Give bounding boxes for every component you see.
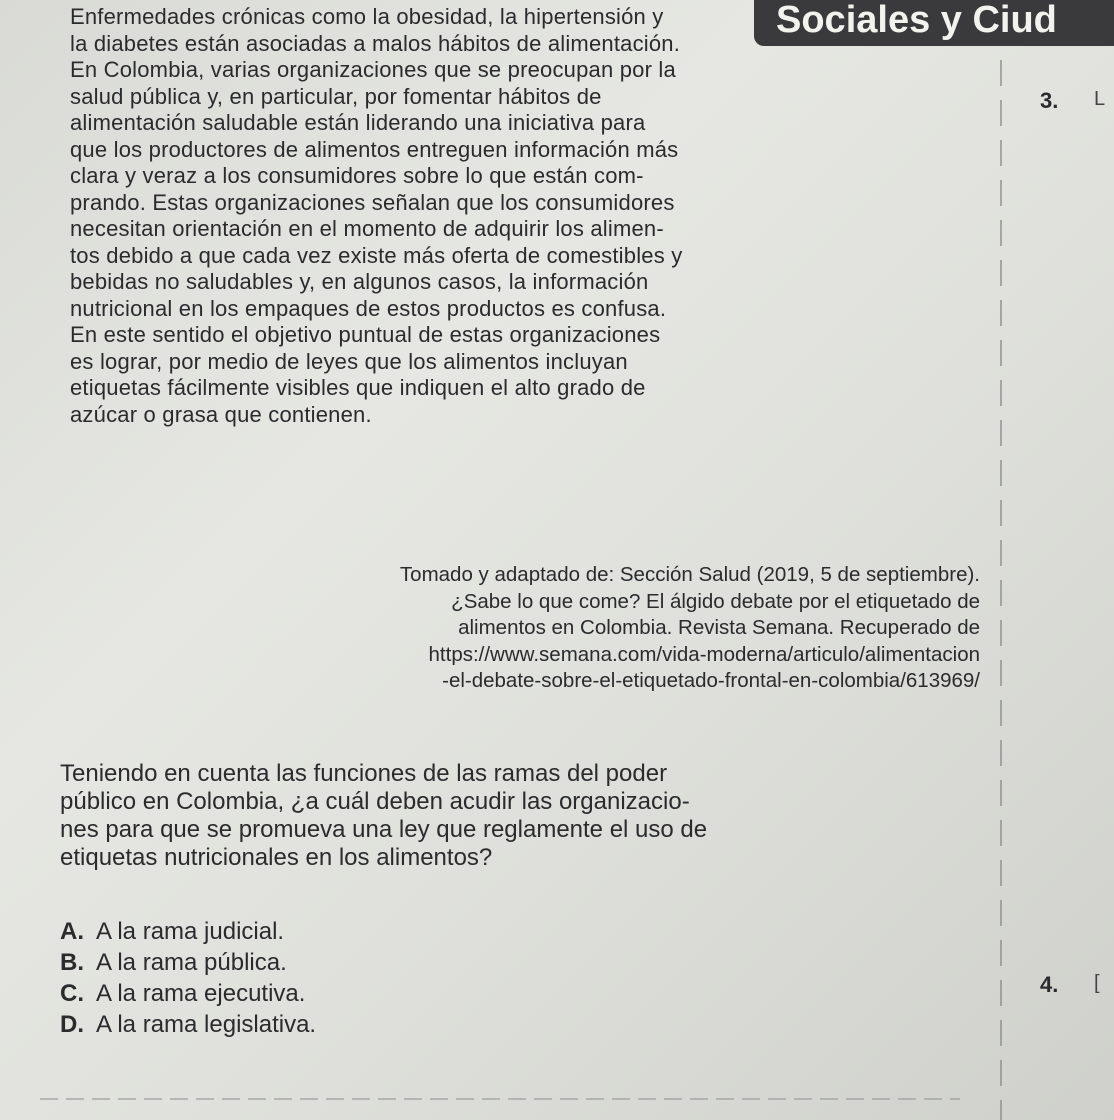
- question-stem: [60, 760, 980, 872]
- passage-line: clara y veraz a los consumidores sobre lo que están com-: [70, 163, 644, 188]
- question-line: Teniendo en cuenta las funciones de las ramas del poder: [60, 760, 668, 787]
- passage-line: que los productores de alimentos entreguen información más: [70, 136, 679, 162]
- option-letter: A.: [60, 918, 84, 945]
- passage-line: Enfermedades crónicas como la obesidad, la hipertensión y: [70, 4, 664, 29]
- citation-line: Tomado y adaptado de: Sección Salud (2019, 5 de septiembre).: [399, 563, 980, 586]
- passage-line: necesitan orientación en el momento de adquirir los alimen-: [70, 216, 664, 241]
- passage-line: es lograr, por medio de leyes que los alimentos incluyan: [70, 348, 628, 374]
- passage-line: En este sentido el objetivo puntual de estas organizaciones: [70, 322, 661, 347]
- passage-line: En Colombia, varias organizaciones que se preocupan por la: [70, 57, 676, 82]
- passage-line: alimentación saludable están liderando una iniciativa para: [70, 110, 646, 135]
- passage-line: tos debido a que cada vez existe más oferta de comestibles y: [70, 242, 683, 268]
- option-b[interactable]: [60, 947, 760, 978]
- passage-line: nutricional en los empaques de estos productos es confusa.: [70, 295, 667, 321]
- option-c[interactable]: [60, 978, 760, 1009]
- option-letter: B.: [60, 949, 84, 976]
- citation-url-line: -el-debate-sobre-el-etiquetado-frontal-en-colombia/613969/: [442, 669, 980, 692]
- source-citation: [120, 562, 980, 695]
- passage-line: salud pública y, en particular, por fomentar hábitos de: [70, 83, 602, 109]
- column-divider: [1000, 60, 1002, 1120]
- bottom-rule: [40, 1098, 960, 1100]
- option-a[interactable]: [60, 916, 760, 947]
- citation-line: ¿Sabe lo que come? El álgido debate por el etiquetado de: [451, 589, 980, 613]
- question-number-3: 3.: [1040, 88, 1059, 113]
- option-letter: C.: [60, 980, 84, 1007]
- passage-line: prando. Estas organizaciones señalan que los consumidores: [70, 189, 675, 215]
- passage-line: la diabetes están asociadas a malos hábitos de alimentación.: [70, 30, 681, 56]
- citation-line: alimentos en Colombia. Revista Semana. Recuperado de: [458, 616, 980, 639]
- option-d[interactable]: [60, 1009, 760, 1040]
- citation-url-line: https://www.semana.com/vida-moderna/articulo/alimentacion: [428, 642, 980, 666]
- passage-line: bebidas no saludables y, en algunos casos, la información: [70, 269, 649, 294]
- question-3-fragment: L: [1094, 88, 1106, 110]
- question-line: público en Colombia, ¿a cuál deben acudir las organizacio-: [60, 788, 690, 815]
- section-header-title: Sociales y Ciud: [754, 0, 1114, 46]
- passage-line: azúcar o grasa que contienen.: [70, 401, 372, 427]
- question-line: etiquetas nutricionales en los alimentos?: [60, 844, 493, 871]
- option-text: A la rama judicial.: [96, 918, 285, 945]
- passage-line: etiquetas fácilmente visibles que indiquen el alto grado de: [70, 375, 646, 400]
- option-text: A la rama legislativa.: [96, 1011, 317, 1038]
- question-4-fragment: [: [1094, 972, 1100, 994]
- question-line: nes para que se promueva una ley que reglamente el uso de: [60, 816, 708, 843]
- option-letter: D.: [60, 1011, 84, 1038]
- option-text: A la rama ejecutiva.: [96, 980, 306, 1007]
- option-text: A la rama pública.: [96, 949, 287, 976]
- answer-options: [60, 916, 760, 1040]
- question-number-4: 4.: [1040, 972, 1059, 997]
- reading-passage: [70, 4, 970, 428]
